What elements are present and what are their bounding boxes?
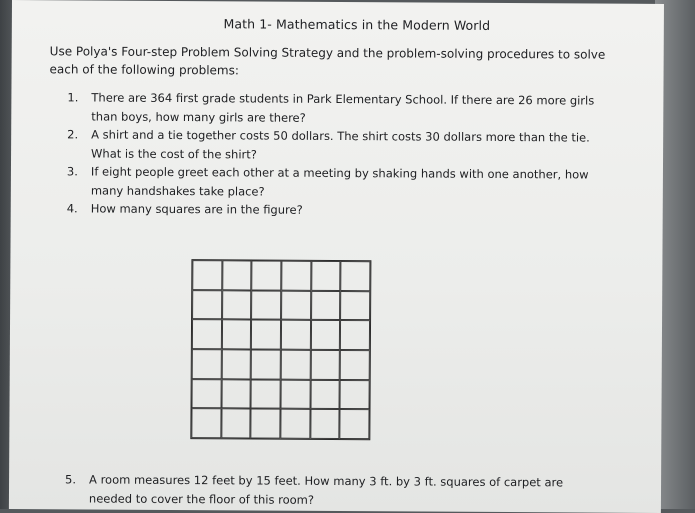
grid-cell <box>341 261 371 291</box>
problem-list <box>67 88 638 221</box>
grid-cell <box>251 349 281 379</box>
grid-cell <box>281 350 311 380</box>
grid-cell <box>191 408 221 438</box>
problem-text-line: A room measures 12 feet by 15 feet. How many 3 ft. by 3 ft. squares of carpet are <box>89 472 564 490</box>
grid-cell <box>221 349 251 379</box>
grid-cell <box>281 290 311 320</box>
grid-cell <box>340 380 370 410</box>
grid-cell <box>340 320 370 350</box>
problem-number: 5. <box>65 472 77 487</box>
grid-cell <box>251 379 281 409</box>
problem-3 <box>67 162 637 202</box>
instructions <box>50 42 640 82</box>
grid-cell <box>251 409 281 439</box>
instructions-line-2: each of the following problems: <box>49 62 239 78</box>
worksheet-title: Math 1- Mathematics in the Modern World <box>223 16 491 33</box>
grid-cell <box>340 409 370 439</box>
grid-cell <box>221 409 251 439</box>
grid-cell <box>192 319 222 349</box>
problem-text-line: needed to cover the floor of this room? <box>88 491 315 507</box>
square-grid-figure <box>190 259 371 440</box>
problem-number: 1. <box>67 90 79 105</box>
grid-cell <box>281 261 311 291</box>
instructions-line-1: Use Polya's Four-step Problem Solving Strategy and the problem-solving procedures to solve <box>49 44 606 62</box>
problem-text-line: A shirt and a tie together costs 50 dollars. The shirt costs 30 dollars more than the tie. <box>91 127 590 145</box>
grid-cell <box>311 320 341 350</box>
problem-5 <box>65 470 635 511</box>
grid-cell <box>311 290 341 320</box>
problem-number: 3. <box>66 164 78 179</box>
problem-1 <box>67 88 637 128</box>
grid-cell <box>192 379 222 409</box>
problem-4 <box>67 199 637 221</box>
grid-cell <box>340 291 370 321</box>
problem-2 <box>67 125 637 165</box>
grid-cell <box>310 350 340 380</box>
problem-text-line: There are 364 first grade students in Park Elementary School. If there are 26 more girls <box>91 90 595 108</box>
grid-cell <box>310 409 340 439</box>
grid-cell <box>222 260 252 290</box>
grid-cell <box>280 409 310 439</box>
grid-cell <box>222 290 252 320</box>
grid-cell <box>251 290 281 320</box>
grid-cell <box>192 349 222 379</box>
problem-text-line: If eight people greet each other at a meeting by shaking hands with one another, how <box>90 164 589 182</box>
problem-text-line: What is the cost of the shirt? <box>91 145 257 161</box>
problem-number: 2. <box>67 127 79 142</box>
grid-cell <box>222 320 252 350</box>
grid-cell <box>280 379 310 409</box>
worksheet-paper <box>9 0 664 513</box>
grid-cell <box>340 350 370 380</box>
grid-cell <box>251 320 281 350</box>
grid-cell <box>281 320 311 350</box>
grid-cell <box>252 260 282 290</box>
grid-cell <box>311 261 341 291</box>
problem-number: 4. <box>66 201 78 216</box>
grid-cell <box>192 290 222 320</box>
grid-cell <box>221 379 251 409</box>
grid-cell <box>192 260 222 290</box>
problem-text-line: many handshakes take place? <box>90 182 265 199</box>
problem-text-line: How many squares are in the figure? <box>90 201 303 217</box>
problem-text-line: than boys, how many girls are there? <box>91 108 306 125</box>
grid-cell <box>310 379 340 409</box>
